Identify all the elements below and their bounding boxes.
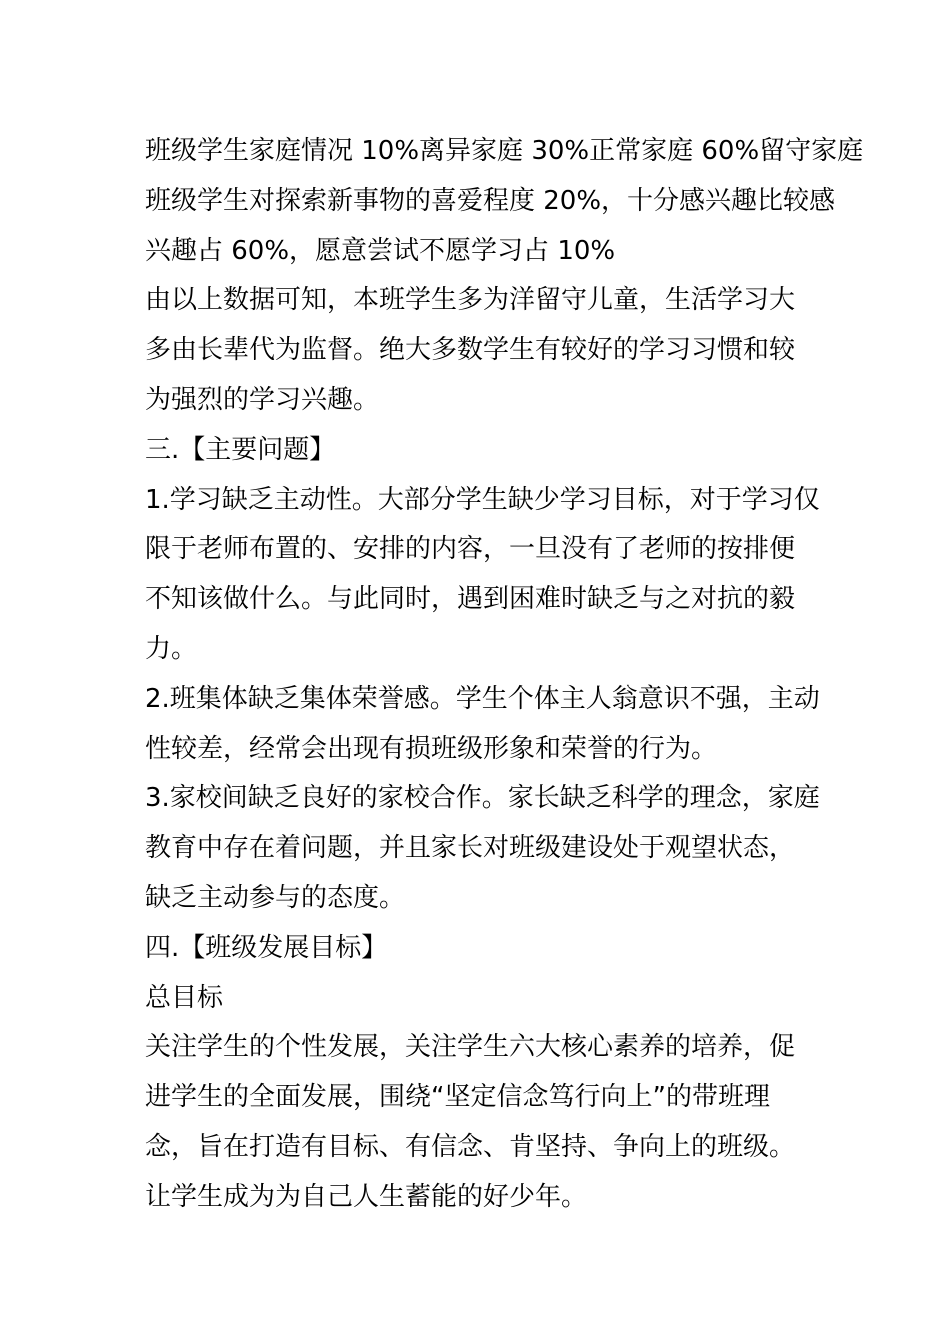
text-line: 为强烈的学习兴趣。 bbox=[145, 384, 380, 415]
text-line: 力。 bbox=[145, 633, 198, 664]
text-line: 限于老师布置的、安排的内容，一旦没有了老师的按排便 bbox=[145, 534, 796, 565]
text-line: 兴趣占 60%，愿意尝试不愿学习占 10% bbox=[145, 235, 616, 266]
text-line: 进学生的全面发展，围绕“坚定信念笃行向上”的带班理 bbox=[145, 1082, 770, 1113]
text-line: 3.家校间缺乏良好的家校合作。家长缺乏科学的理念，家庭 bbox=[145, 783, 820, 814]
text-line: 缺乏主动参与的态度。 bbox=[145, 882, 406, 913]
text-line: 关注学生的个性发展，关注学生六大核心素养的培养，促 bbox=[145, 1032, 796, 1063]
text-line: 教育中存在着问题，并且家长对班级建设处于观望状态， bbox=[145, 833, 796, 864]
text-line: 班级学生家庭情况 10%离异家庭 30%正常家庭 60%留守家庭 bbox=[145, 136, 864, 166]
subsection-heading: 总目标 bbox=[145, 982, 224, 1013]
document-body bbox=[145, 127, 864, 1223]
text-line: 1.学习缺乏主动性。大部分学生缺少学习目标，对于学习仅 bbox=[145, 484, 820, 515]
text-line: 念，旨在打造有目标、有信念、肯坚持、争向上的班级。 bbox=[145, 1131, 796, 1162]
text-line: 2.班集体缺乏集体荣誉感。学生个体主人翁意识不强，主动 bbox=[145, 683, 820, 714]
text-line: 让学生成为为自己人生蓄能的好少年。 bbox=[145, 1181, 588, 1212]
text-line: 班级学生对探索新事物的喜爱程度 20%，十分感兴趣比较感 bbox=[145, 185, 836, 216]
section-heading: 四.【班级发展目标】 bbox=[145, 932, 388, 963]
section-heading: 三.【主要问题】 bbox=[145, 434, 336, 465]
text-line: 多由长辈代为监督。绝大多数学生有较好的学习习惯和较 bbox=[145, 335, 796, 366]
text-line: 性较差，经常会出现有损班级形象和荣誉的行为。 bbox=[145, 733, 718, 764]
text-line: 不知该做什么。与此同时，遇到困难时缺乏与之对抗的毅 bbox=[145, 584, 796, 615]
text-line: 由以上数据可知，本班学生多为洋留守儿童，生活学习大 bbox=[145, 285, 796, 316]
